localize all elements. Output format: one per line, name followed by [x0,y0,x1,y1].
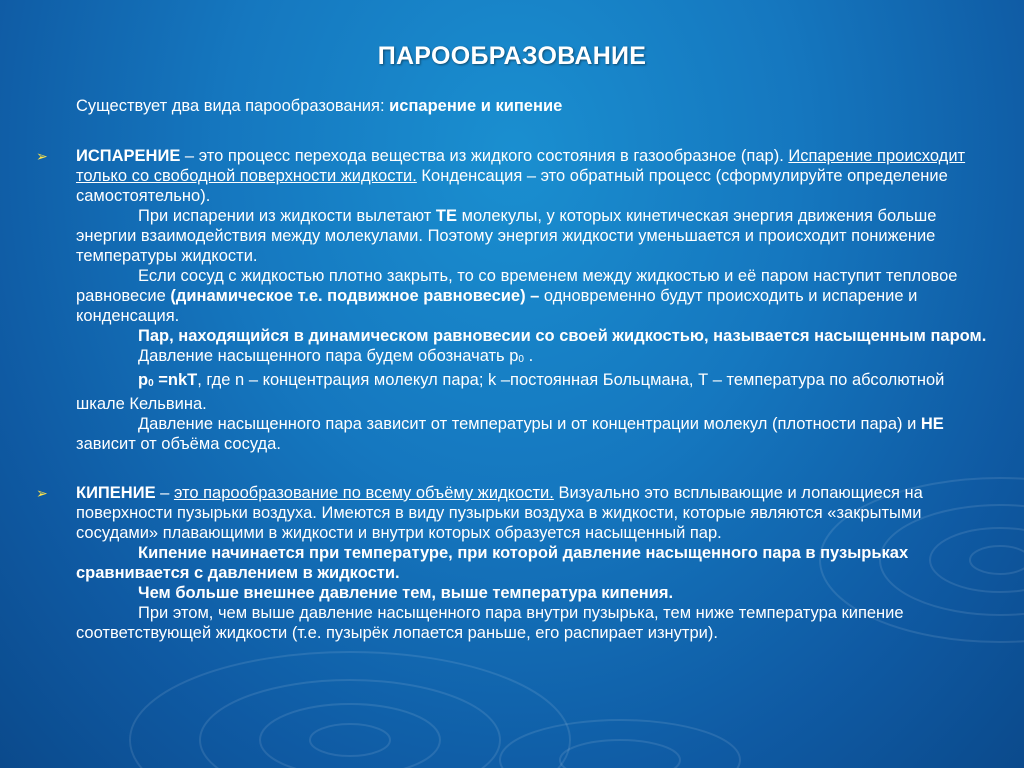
text: При этом, чем выше давление насыщенного пара внутри пузырька, тем ниже температура кипение соответствующей жидкости (т.е. пузырёк лопается раньше, его распирает изнутри). [76,604,904,642]
slide-title: ПАРООБРАЗОВАНИЕ [377,42,647,70]
boiling-term: КИПЕНИЕ [76,484,156,502]
subscript: 0 [148,378,154,389]
bold-text: (динамическое т.е. подвижное равновесие) – [170,287,540,305]
bold-text: Пар, находящийся в динамическом равновесии со своей жидкостью, называется насыщенным паром. [138,327,987,345]
bold-text: ТЕ [435,207,458,225]
boiling-def-tail: Визуально это всплывающие и лопающиеся на поверхности пузырьки воздуха. Имеются в виду пузырьки воздуха в жидкости, которые являются «закрытыми сосудами» плавающими в жидкости и внутри которых образуется насыщенный пар. [76,484,923,542]
boiling-underlined: это парообразование по всему объёму жидкости. [173,484,554,502]
boiling-definition [76,483,996,543]
evaporation-def-tail: Конденсация – это обратный процесс (сформулируйте определение самостоятельно). [76,167,948,205]
arrow-bullet-icon: ➢ [36,485,48,501]
text: . [523,347,534,365]
text: зависит от объёма сосуда. [76,435,281,453]
evaporation-underlined: Испарение происходит только со свободной поверхности жидкости. [76,147,966,185]
evaporation-para-4 [76,346,996,370]
intro-line [76,97,562,116]
evaporation-para-3 [76,326,996,346]
text: Давление насыщенного пара зависит от температуры и от концентрации молекул (плотности пара) и [138,415,921,433]
evaporation-para-5 [76,370,996,414]
text: молекулы, у которых кинетическая энергия движения больше энергии взаимодействия между молекулами. Поэтому энергия жидкости уменьшается и происходит понижение температуры жидкости. [76,207,937,265]
evaporation-section [36,146,996,454]
evaporation-definition [76,146,996,206]
boiling-section [36,483,996,643]
boiling-para-1 [76,543,996,583]
intro-bold: испарение и кипение [389,97,563,115]
evaporation-term: ИСПАРЕНИЕ [76,147,181,165]
text: , где n – концентрация молекул пара; k –постоянная Больцмана, Т – температура по абсолютной шкале Кельвина. [76,371,945,413]
text: При испарении из жидкости вылетают [138,207,436,225]
intro-prefix: Существует два вида парообразования: [76,97,390,115]
slide-body [36,146,996,643]
evaporation-para-6 [76,414,996,454]
boiling-para-2 [76,583,996,603]
text: Если сосуд с жидкостью плотно закрыть, то со временем между жидкостью и её паром наступит тепловое равновесие [76,267,958,305]
text: одновременно будут происходить и испарение и конденсация. [76,287,918,325]
text: Давление насыщенного пара будем обозначать р [138,347,519,365]
subscript: 0 [518,354,524,365]
evaporation-def-text: – это процесс перехода вещества из жидкого состояния в газообразное (пар). [180,147,784,165]
bold-text: =nkT [153,371,198,389]
text: – [155,484,174,502]
bold-text: Кипение начинается при температуре, при которой давление насыщенного пара в пузырьках сравнивается с давлением в жидкости. [76,544,909,582]
bold-text: НЕ [920,415,944,433]
bold-text: Чем больше внешнее давление тем, выше температура кипения. [138,584,674,602]
evaporation-para-2 [76,266,996,326]
boiling-para-3 [76,603,996,643]
arrow-bullet-icon: ➢ [36,148,48,164]
evaporation-para-1 [76,206,996,266]
bold-text: р [138,371,149,389]
